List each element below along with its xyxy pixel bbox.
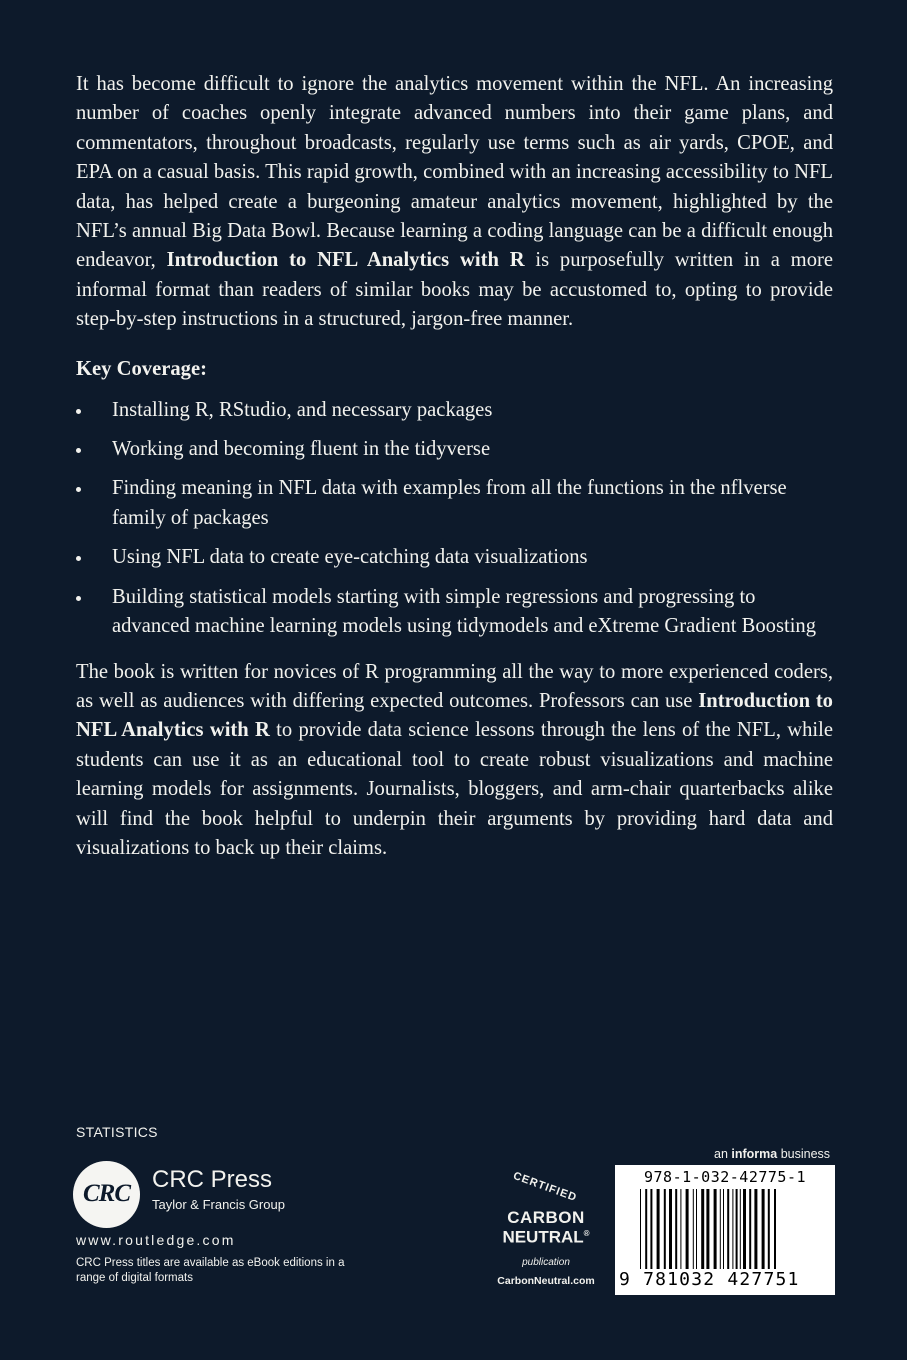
back-cover-blurb — [76, 70, 833, 863]
isbn-digits: 9 781032 427751 — [619, 1269, 800, 1290]
barcode-bar — [675, 1189, 677, 1269]
publisher-name: CRC Press — [152, 1166, 273, 1193]
barcode-bars — [640, 1189, 830, 1269]
barcode-bar — [732, 1189, 733, 1269]
carbon-site-label: CarbonNeutral.com — [497, 1275, 595, 1287]
bullet-icon — [76, 596, 81, 601]
subject-category: STATISTICS — [76, 1124, 158, 1140]
isbn-number: 978-1-032-42775-1 — [643, 1168, 807, 1186]
barcode-bar — [640, 1189, 641, 1269]
neutral-label: NEUTRAL® — [502, 1227, 590, 1247]
carbon-label: CARBON — [507, 1208, 585, 1227]
publisher-website[interactable]: www.routledge.com — [76, 1232, 236, 1248]
barcode-bar — [693, 1189, 694, 1269]
key-coverage-heading: Key Coverage: — [76, 357, 207, 380]
bullet-icon — [76, 409, 81, 414]
carbon-certified-label: CERTIFIED — [511, 1169, 579, 1205]
list-item: Building statistical models starting with simple regressions and progressing to advanced machine learning models using tidymodels and eXtreme Gradient Boosting — [76, 583, 833, 642]
book-title: Introduction to NFL Analytics with R — [166, 249, 525, 272]
bullet-icon — [76, 448, 81, 453]
isbn-barcode — [615, 1165, 835, 1295]
barcode-bar — [680, 1189, 681, 1269]
bullet-icon — [76, 487, 81, 492]
carbon-publication-label: publication — [522, 1257, 570, 1268]
list-item: Working and becoming fluent in the tidyverse — [76, 435, 833, 464]
ebook-note: CRC Press titles are available as eBook editions in a range of digital formats — [76, 1257, 345, 1284]
key-coverage-list — [76, 396, 833, 642]
audience-paragraph: The book is written for novices of R programming all the way to more experienced coders, as well as audiences with differing expected outcomes. Professors can use Introduction to NFL Analytics with R to provide data science lessons through the lens of the NFL, while students can use it as an educational tool to create robust visualizations and machine learning models for assignments. Journalists, bloggers, and arm-chair quarterbacks alike will find the book helpful to underpin their arguments by providing hard data and visualizations to back up their claims. — [76, 660, 833, 859]
barcode-bar — [701, 1189, 704, 1269]
barcode-bar — [664, 1189, 666, 1269]
barcode-bar — [727, 1189, 729, 1269]
barcode-bar — [743, 1189, 746, 1269]
bullet-icon — [76, 556, 81, 561]
book-title: Introduction to NFL Analytics with R — [76, 689, 833, 742]
barcode-bar — [645, 1189, 647, 1269]
barcode-bar — [696, 1189, 697, 1269]
barcode-bar — [657, 1189, 660, 1269]
list-item: Using NFL data to create eye-catching data visualizations — [76, 543, 833, 572]
crc-logo-icon: CRC — [73, 1161, 140, 1228]
barcode-bar — [774, 1189, 776, 1269]
barcode-bar — [650, 1189, 652, 1269]
barcode-bar — [740, 1189, 741, 1269]
carbon-neutral-logo — [490, 1169, 602, 1295]
barcode-bar — [714, 1189, 717, 1269]
barcode-bar — [723, 1189, 724, 1269]
barcode-bar — [754, 1189, 757, 1269]
barcode-bar — [762, 1189, 765, 1269]
barcode-bar — [706, 1189, 709, 1269]
publisher-group: Taylor & Francis Group — [152, 1197, 285, 1212]
barcode-bar — [669, 1189, 672, 1269]
list-item: Finding meaning in NFL data with examples from all the functions in the nflverse family of packages — [76, 474, 833, 533]
barcode-bar — [686, 1189, 689, 1269]
barcode-bar — [768, 1189, 770, 1269]
intro-paragraph: It has become difficult to ignore the analytics movement within the NFL. An increasing number of coaches openly integrate advanced numbers into their game plans, and commentators, throughout broadcasts, regularly use terms such as air yards, CPOE, and EPA on a casual basis. This rapid growth, combined with an increasing accessibility to NFL data, has helped create a burgeoning amateur analytics movement, highlighted by the NFL’s annual Big Data Bowl. Because learning a coding language can be a difficult enough endeavor, Introduction to NFL Analytics with R is purposefully written in a more informal format than readers of similar books may be accustomed to, opting to provide step-by-step instructions in a structured, jargon-free manner. — [76, 73, 833, 331]
list-item: Installing R, RStudio, and necessary packages — [76, 396, 833, 425]
barcode-bar — [749, 1189, 751, 1269]
barcode-bar — [720, 1189, 721, 1269]
barcode-bar — [736, 1189, 738, 1269]
informa-business-label: an informa business — [714, 1147, 831, 1161]
